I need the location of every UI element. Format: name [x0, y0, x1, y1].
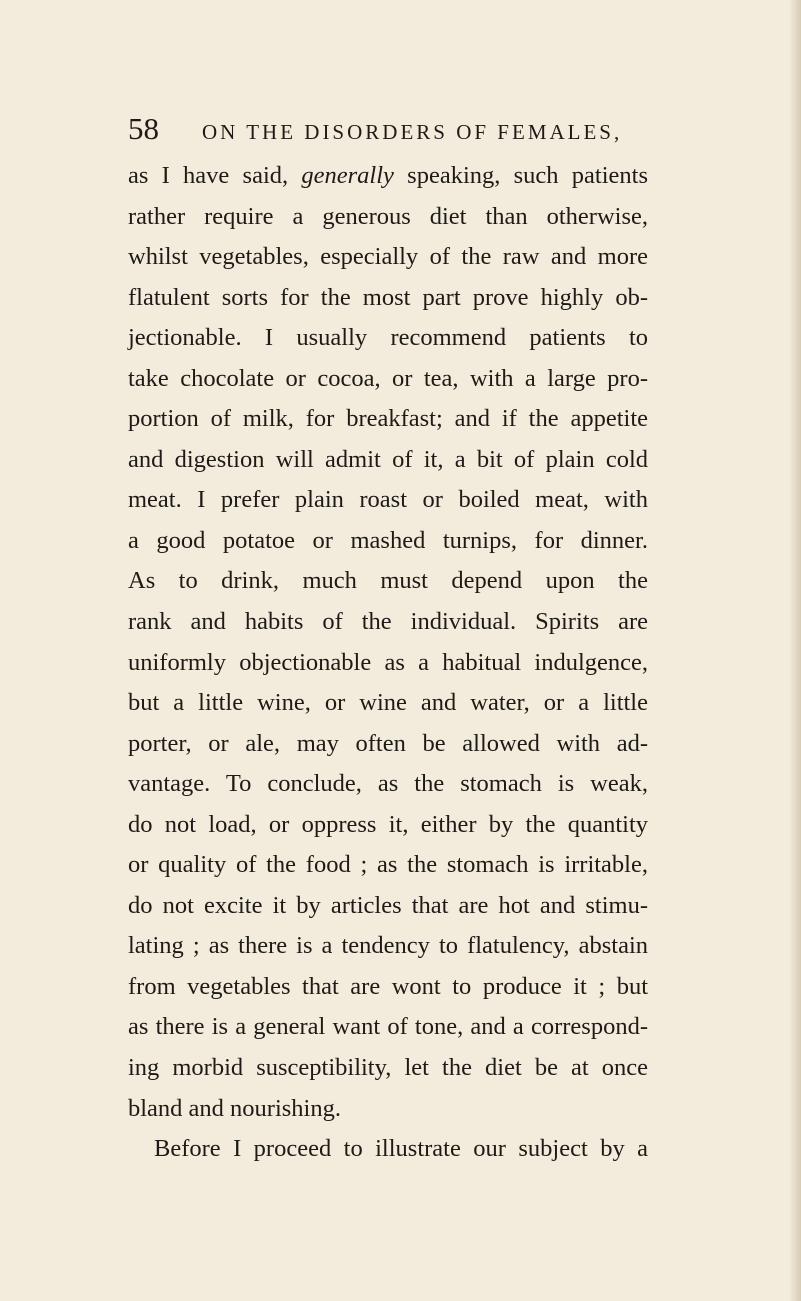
text-line	[128, 1129, 648, 1170]
text-segment: but a little wine, or wine and water, or a little	[128, 689, 648, 717]
text-segment: a good potatoe or mashed turnips, for dinner.	[128, 526, 648, 554]
text-segment: ing morbid susceptibility, let the diet be at once	[128, 1054, 648, 1082]
text-line	[128, 926, 648, 967]
body-text	[128, 156, 648, 1170]
text-line	[128, 156, 648, 197]
text-line	[128, 1007, 648, 1048]
text-line	[128, 197, 648, 238]
running-head: ON THE DISORDERS OF FEMALES,	[202, 120, 623, 144]
text-segment: flatulent sorts for the most part prove highly ob-	[128, 283, 648, 311]
text-segment: portion of milk, for breakfast; and if the appetite	[128, 405, 648, 433]
text-segment: uniformly objectionable as a habitual indulgence,	[128, 648, 648, 676]
text-segment: as there is a general want of tone, and a correspond-	[128, 1013, 648, 1041]
text-segment: rather require a generous diet than otherwise,	[128, 202, 648, 230]
text-segment: do not load, or oppress it, either by the quantity	[128, 810, 648, 838]
text-segment: vantage. To conclude, as the stomach is weak,	[128, 770, 648, 798]
text-line	[128, 1089, 648, 1130]
text-line	[128, 440, 648, 481]
text-line	[128, 237, 648, 278]
text-segment: whilst vegetables, especially of the raw and more	[128, 243, 648, 271]
text-segment: rank and habits of the individual. Spirits are	[128, 608, 648, 636]
text-segment: As to drink, much must depend upon the	[128, 567, 648, 595]
italic-text-segment: generally	[301, 162, 394, 189]
text-line	[128, 724, 648, 765]
text-segment: from vegetables that are wont to produce it ; but	[128, 972, 648, 1000]
text-segment: Before I proceed to illustrate our subject by a	[154, 1135, 648, 1163]
page-number: 58	[128, 111, 159, 146]
text-segment: do not excite it by articles that are hot and stimu-	[128, 891, 648, 919]
text-line	[128, 359, 648, 400]
text-segment: meat. I prefer plain roast or boiled meat, with	[128, 486, 648, 514]
text-line	[128, 805, 648, 846]
text-line	[128, 683, 648, 724]
page-edge-shadow	[789, 0, 801, 1301]
text-segment: lating ; as there is a tendency to flatulency, abstain	[128, 932, 648, 960]
page-header	[128, 112, 648, 152]
text-line	[128, 399, 648, 440]
text-segment: or quality of the food ; as the stomach is irritable,	[128, 851, 648, 879]
text-line	[128, 886, 648, 927]
text-line	[128, 1048, 648, 1089]
text-line	[128, 278, 648, 319]
text-line	[128, 521, 648, 562]
text-line	[128, 967, 648, 1008]
text-line	[128, 561, 648, 602]
text-segment: jectionable. I usually recommend patients to	[128, 324, 648, 352]
text-line	[128, 643, 648, 684]
text-segment: take chocolate or cocoa, or tea, with a large pro-	[128, 364, 648, 392]
text-line	[128, 845, 648, 886]
text-segment: porter, or ale, may often be allowed with ad-	[128, 729, 648, 757]
text-line	[128, 318, 648, 359]
text-segment: as I have said,	[128, 162, 302, 189]
text-line	[128, 602, 648, 643]
text-segment: bland and nourishing.	[128, 1094, 341, 1122]
text-segment: speaking, such patients	[393, 162, 648, 189]
text-line	[128, 764, 648, 805]
text-line	[128, 480, 648, 521]
text-segment: and digestion will admit of it, a bit of plain cold	[128, 445, 648, 473]
